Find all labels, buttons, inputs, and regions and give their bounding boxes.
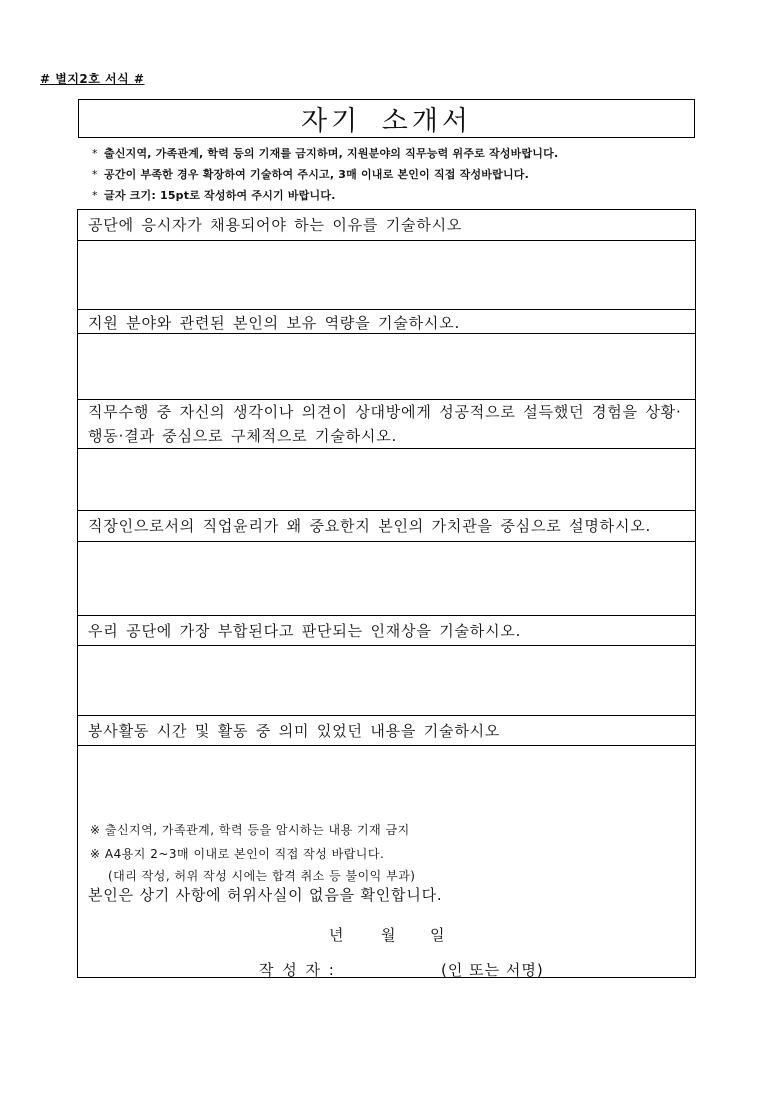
question-6: 봉사활동 시간 및 활동 중 의미 있었던 내용을 기술하시오 (78, 715, 695, 746)
day-label: 일 (430, 926, 445, 944)
footer-note: ※ A4용지 2~3매 이내로 본인이 직접 작성 바랍니다. (90, 847, 385, 861)
instruction-note: * 공간이 부족한 경우 확장하여 기술하여 주시고, 3매 이내로 본인이 직접 작성바랍니다. (92, 164, 558, 185)
footer-note: (대리 작성, 허위 작성 시에는 합격 취소 등 불이익 부과) (108, 869, 416, 883)
star-bullet: * (92, 189, 98, 202)
question-2: 지원 분야와 관련된 본인의 보유 역량을 기술하시오. (78, 309, 695, 334)
instruction-note: * 글자 크기: 15pt로 작성하여 주시기 바랍니다. (92, 185, 558, 206)
sign-label: (인 또는 서명) (441, 961, 544, 979)
instruction-note: * 출신지역, 가족관계, 학력 등의 기재를 금지하며, 지원분야의 직무능력 위주로 작성바랍니다. (92, 143, 558, 164)
answer-area-3[interactable] (78, 449, 695, 511)
star-bullet: * (92, 147, 98, 160)
writer-name-field[interactable] (348, 959, 438, 979)
answer-area-4[interactable] (78, 542, 695, 616)
footer-note: ※ 출신지역, 가족관계, 학력 등을 암시하는 내용 기재 금지 (90, 823, 410, 837)
writer-label: 작 성 자 : (259, 961, 336, 979)
title-box (78, 99, 695, 138)
year-label: 년 (329, 926, 344, 944)
answer-area-5[interactable] (78, 646, 695, 716)
declaration: 본인은 상기 사항에 허위사실이 없음을 확인합니다. (88, 886, 443, 904)
form-number: # 별지2호 서식 # (40, 72, 145, 86)
footer (78, 819, 695, 906)
answer-area-2[interactable] (78, 334, 695, 400)
date-row (78, 924, 695, 944)
month-label: 월 (381, 926, 396, 944)
answer-area-1[interactable] (78, 241, 695, 310)
question-1: 공단에 응시자가 채용되어야 하는 이유를 기술하시오 (78, 210, 695, 241)
star-bullet: * (92, 168, 98, 181)
instruction-notes (92, 143, 558, 206)
form-table (77, 209, 696, 978)
page-title: 자기 소개서 (301, 106, 472, 137)
answer-area-6[interactable] (78, 746, 695, 819)
question-3: 직무수행 중 자신의 생각이나 의견이 상대방에게 성공적으로 설득했던 경험을 상황·행동·결과 중심으로 구체적으로 기술하시오. (78, 399, 695, 449)
question-5: 우리 공단에 가장 부합된다고 판단되는 인재상을 기술하시오. (78, 615, 695, 646)
question-4: 직장인으로서의 직업윤리가 왜 중요한지 본인의 가치관을 중심으로 설명하시오. (78, 510, 695, 542)
